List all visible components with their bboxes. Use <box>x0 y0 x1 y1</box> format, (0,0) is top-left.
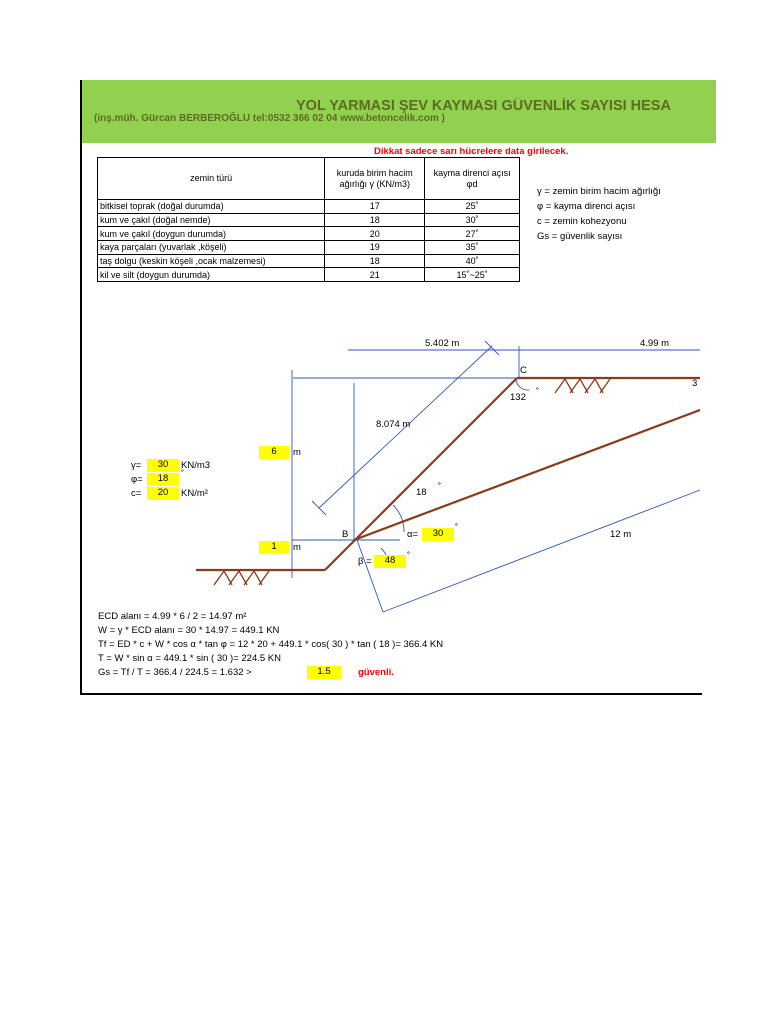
cell-weight: 18 <box>325 254 425 268</box>
col-header-angle: kayma direnci açısı φd <box>425 158 520 200</box>
cohesion-unit: KN/m² <box>181 488 208 499</box>
warning-text: Dikkat sadece sarı hücrelere data girilecek. <box>374 146 569 157</box>
col-header-type: zemin türü <box>98 158 325 200</box>
cell-weight: 17 <box>325 200 425 214</box>
cell-weight: 18 <box>325 213 425 227</box>
height-unit: m <box>293 447 301 458</box>
resisting-force-line: Tf = ED * c + W * cos α * tan φ = 12 * 20 + 449.1 * cos( 30 ) * tan ( 18 )= 366.4 KN <box>98 639 444 650</box>
degree-mark: ˚ <box>536 387 540 398</box>
legend-gamma: γ = zemin birim hacim ağırlığı <box>537 186 661 197</box>
length-12-label: 12 m <box>610 529 632 540</box>
cell-weight: 21 <box>325 268 425 282</box>
page-title: YOL YARMASI ŞEV KAYMASI GÜVENLİK SAYISI HESA <box>296 98 671 114</box>
degree-mark: ˚ <box>407 551 411 562</box>
verdict-text: güvenli. <box>358 667 394 678</box>
cell-angle: 40˚ <box>425 254 520 268</box>
gamma-unit: KN/m3 <box>181 460 211 471</box>
cell-weight: 19 <box>325 241 425 255</box>
height-input[interactable]: 6 <box>259 446 289 459</box>
col-header-weight: kuruda birim hacim ağırlığı γ (KN/m3) <box>325 158 425 200</box>
phi-unit: ˚ <box>181 469 185 480</box>
phi-label: φ= <box>131 474 143 485</box>
legend-cohesion: c = zemin kohezyonu <box>537 216 627 227</box>
gamma-input[interactable]: 30 <box>147 459 179 472</box>
cut-off-label: 3 <box>692 378 698 389</box>
cell-type: bitkisel toprak (doğal durumda) <box>98 200 325 214</box>
top-dimension-label: 5.402 m <box>425 338 460 349</box>
beta-label: β = <box>358 556 372 567</box>
point-b-label: B <box>342 529 349 540</box>
cohesion-label: c= <box>131 488 142 499</box>
degree-mark: ˚ <box>438 482 442 493</box>
cell-type: kum ve çakıl (doygun durumda) <box>98 227 325 241</box>
author-line: (inş.müh. Gürcan BERBEROĞLU tel:0532 366 02 04 www.betoncelik.com ) <box>94 113 445 124</box>
alpha-input[interactable]: 30 <box>422 528 454 541</box>
cell-type: kil ve silt (doygun durumda) <box>98 268 325 282</box>
cell-angle: 15˚~25˚ <box>425 268 520 282</box>
cell-type: kaya parçaları (yuvarlak ,köşeli) <box>98 241 325 255</box>
angle-18-label: 18 <box>416 487 427 498</box>
gamma-label: γ= <box>131 460 142 471</box>
base-input[interactable]: 1 <box>259 541 289 554</box>
point-c-label: C <box>520 365 527 376</box>
right-dimension-label: 4.99 m <box>640 338 670 349</box>
legend-phi: φ = kayma direnci açısı <box>537 201 636 212</box>
legend-safety: Gs = güvenlik sayısı <box>537 231 623 242</box>
base-unit: m <box>293 542 301 553</box>
safety-factor-line: Gs = Tf / T = 366.4 / 224.5 = 1.632 > <box>98 667 252 678</box>
diagonal-length-label: 8.074 m <box>376 419 411 430</box>
driving-force-line: T = W * sin α = 449.1 * sin ( 30 )= 224.5 KN <box>98 653 282 664</box>
safety-limit-input[interactable]: 1.5 <box>307 666 341 679</box>
degree-mark: ˚ <box>455 523 459 534</box>
ecd-area-line: ECD alanı = 4.99 * 6 / 2 = 14.97 m² <box>98 611 247 622</box>
dimension-lines <box>292 341 700 612</box>
weight-line: W = γ * ECD alanı = 30 * 14.97 = 449.1 KN <box>98 625 280 636</box>
phi-input[interactable]: 18 <box>147 473 179 486</box>
beta-input[interactable]: 48 <box>374 555 406 568</box>
cell-angle: 27˚ <box>425 227 520 241</box>
cell-angle: 35˚ <box>425 241 520 255</box>
cohesion-input[interactable]: 20 <box>147 487 179 500</box>
cell-angle: 25˚ <box>425 200 520 214</box>
cell-type: kum ve çakıl (doğal nemde) <box>98 213 325 227</box>
angle-132-label: 132 <box>510 392 526 403</box>
cell-type: taş dolgu (keskin köşeli ,ocak malzemesi) <box>98 254 325 268</box>
cell-angle: 30˚ <box>425 213 520 227</box>
cell-weight: 20 <box>325 227 425 241</box>
alpha-label: α= <box>407 529 419 540</box>
